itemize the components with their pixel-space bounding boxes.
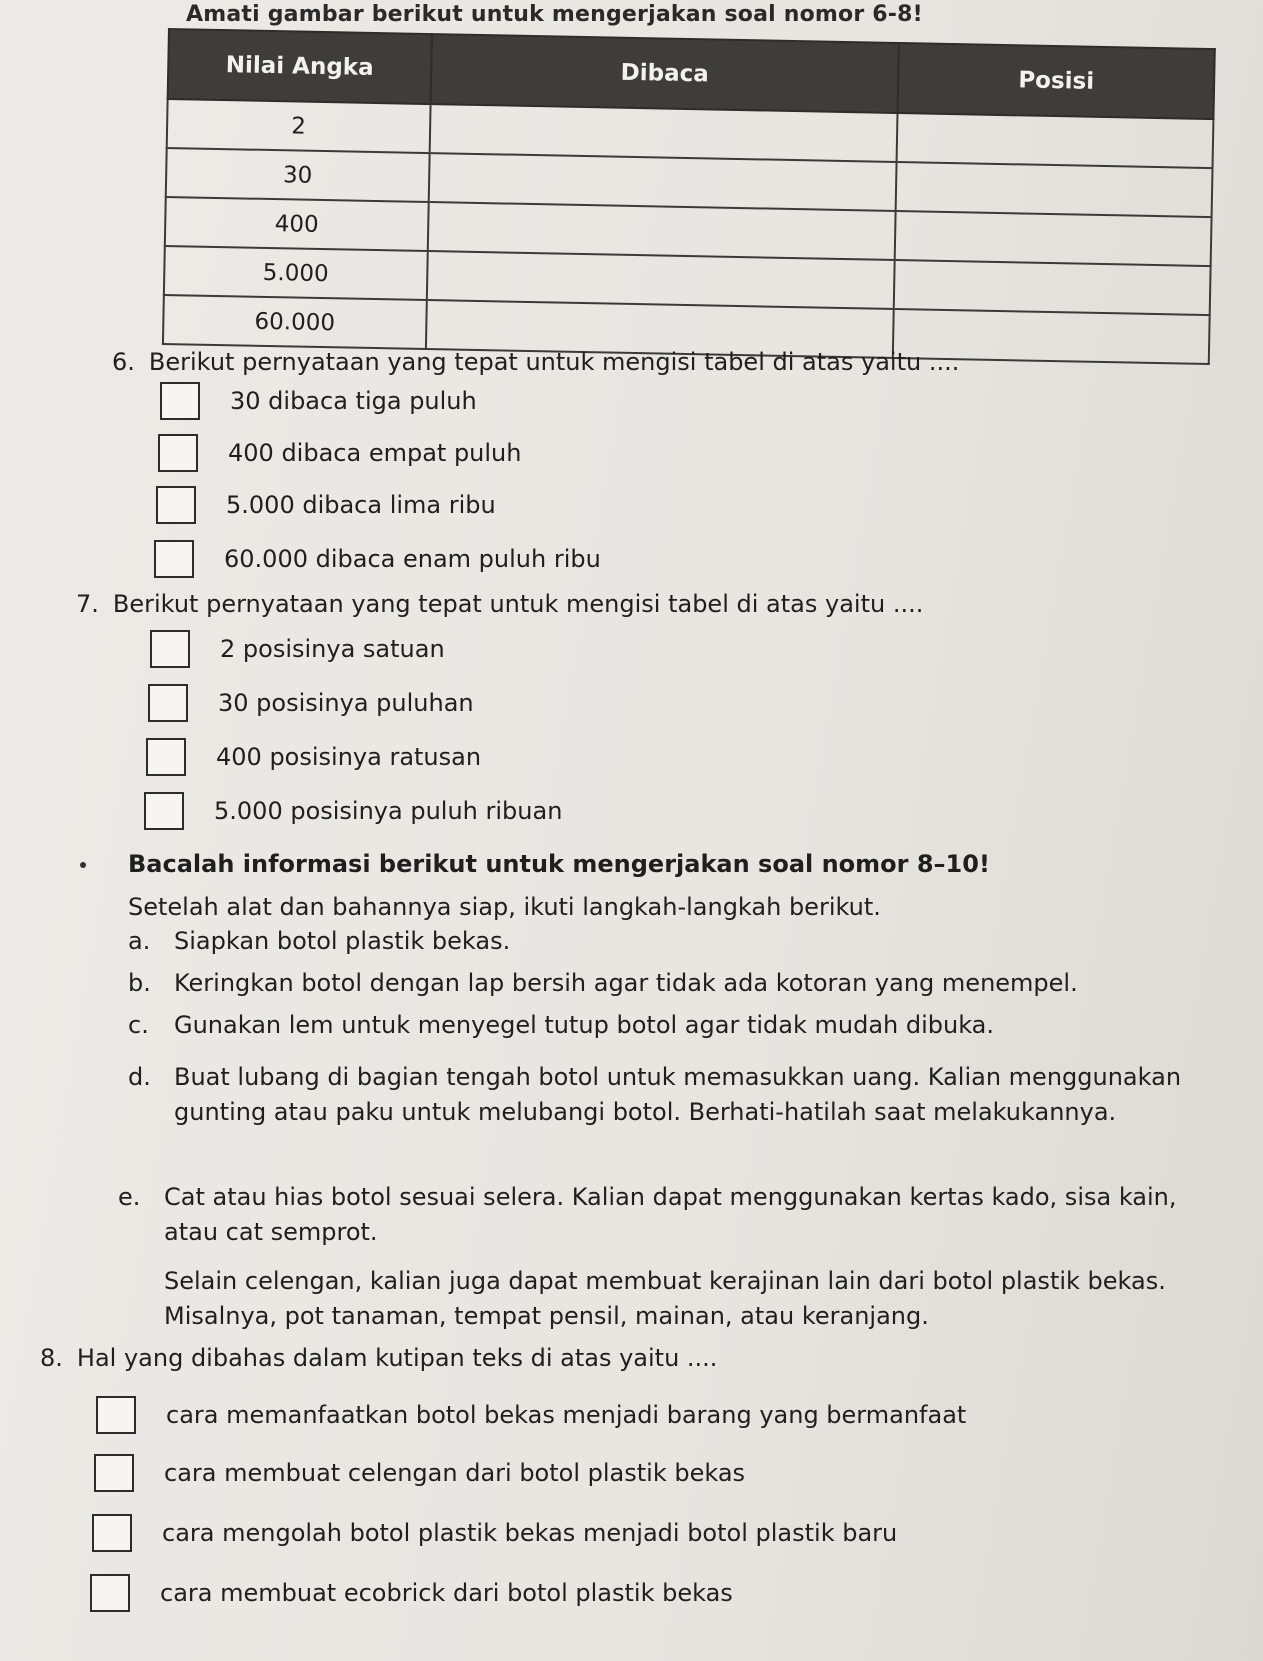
step-c	[128, 1008, 1238, 1043]
cell-dibaca-empty[interactable]	[429, 153, 897, 211]
bullet-icon	[80, 862, 86, 868]
cell-value: 30	[166, 148, 430, 202]
q7-option-4[interactable]	[144, 792, 562, 830]
q6-option-1[interactable]	[160, 382, 477, 420]
cell-posisi-empty[interactable]	[897, 113, 1214, 168]
q7-option-3[interactable]	[146, 738, 481, 776]
q6-option-3[interactable]	[156, 486, 496, 524]
option-label: 30 dibaca tiga puluh	[230, 387, 477, 415]
q7-option-1[interactable]	[150, 630, 445, 668]
checkbox[interactable]	[156, 486, 196, 524]
option-label: 400 dibaca empat puluh	[228, 439, 522, 467]
cell-dibaca-empty[interactable]	[429, 104, 897, 162]
q7-option-2[interactable]	[148, 684, 474, 722]
step-e	[118, 1180, 1238, 1250]
option-label: 2 posisinya satuan	[220, 635, 445, 663]
question-7-stem	[76, 590, 923, 618]
question-6-stem	[112, 348, 959, 376]
header-posisi: Posisi	[898, 43, 1215, 119]
option-label: 5.000 posisinya puluh ribuan	[214, 797, 563, 825]
step-text: Keringkan botol dengan lap bersih agar tidak ada kotoran yang menempel.	[174, 969, 1078, 997]
cell-value: 2	[167, 99, 431, 153]
question-number: 7.	[76, 590, 99, 618]
option-label: cara memanfaatkan botol bekas menjadi barang yang bermanfaat	[166, 1401, 967, 1429]
checkbox[interactable]	[144, 792, 184, 830]
step-a	[128, 924, 1238, 959]
cell-dibaca-empty[interactable]	[428, 202, 896, 260]
option-label: cara membuat ecobrick dari botol plastik bekas	[160, 1579, 733, 1607]
step-letter: a.	[128, 927, 151, 955]
step-letter: e.	[118, 1183, 141, 1211]
q6-option-4[interactable]	[154, 540, 601, 578]
question-8-stem	[40, 1344, 717, 1372]
option-label: 60.000 dibaca enam puluh ribu	[224, 545, 601, 573]
step-text: Cat atau hias botol sesuai selera. Kalian dapat menggunakan kertas kado, sisa kain, atau cat semprot.	[164, 1183, 1177, 1246]
question-text: Hal yang dibahas dalam kutipan teks di atas yaitu ....	[76, 1344, 718, 1372]
cell-value: 400	[165, 197, 429, 251]
step-text: Buat lubang di bagian tengah botol untuk memasukkan uang. Kalian menggunakan gunting atau paku untuk melubangi botol. Berhati-hatilah saat melakukannya.	[174, 1063, 1182, 1126]
checkbox[interactable]	[148, 684, 188, 722]
checkbox[interactable]	[160, 382, 200, 420]
checkbox[interactable]	[94, 1454, 134, 1492]
cell-dibaca-empty[interactable]	[427, 251, 895, 309]
checkbox[interactable]	[92, 1514, 132, 1552]
checkbox[interactable]	[154, 540, 194, 578]
instruction-text: Amati gambar berikut untuk mengerjakan soal nomor 6-8!	[186, 2, 923, 27]
place-value-table	[162, 28, 1216, 365]
option-label: 30 posisinya puluhan	[218, 689, 474, 717]
cell-posisi-empty[interactable]	[894, 260, 1211, 315]
step-text: Gunakan lem untuk menyegel tutup botol agar tidak mudah dibuka.	[174, 1011, 995, 1039]
option-label: cara mengolah botol plastik bekas menjadi botol plastik baru	[162, 1519, 898, 1547]
checkbox[interactable]	[96, 1396, 136, 1434]
step-letter: b.	[128, 969, 151, 997]
checkbox[interactable]	[158, 434, 198, 472]
question-text: Berikut pernyataan yang tepat untuk mengisi tabel di atas yaitu ....	[112, 590, 924, 618]
cell-value: 5.000	[164, 246, 428, 300]
info-closing: Selain celengan, kalian juga dapat membuat kerajinan lain dari botol plastik bekas. Misalnya, pot tanaman, tempat pensil, mainan, atau keranjang.	[164, 1267, 1166, 1330]
checkbox[interactable]	[90, 1574, 130, 1612]
cell-value: 60.000	[163, 295, 427, 349]
header-dibaca: Dibaca	[430, 34, 899, 113]
question-text: Berikut pernyataan yang tepat untuk mengisi tabel di atas yaitu ....	[148, 348, 960, 376]
question-number: 6.	[112, 348, 135, 376]
step-text: Siapkan botol plastik bekas.	[174, 927, 511, 955]
step-letter: d.	[128, 1063, 151, 1091]
checkbox[interactable]	[146, 738, 186, 776]
q6-option-2[interactable]	[158, 434, 521, 472]
q8-option-3[interactable]	[92, 1514, 897, 1552]
info-heading: Bacalah informasi berikut untuk mengerjakan soal nomor 8–10!	[128, 850, 990, 878]
option-label: cara membuat celengan dari botol plastik bekas	[164, 1459, 746, 1487]
cell-posisi-empty[interactable]	[895, 211, 1212, 266]
cell-posisi-empty[interactable]	[896, 162, 1213, 217]
q8-option-4[interactable]	[90, 1574, 733, 1612]
info-intro: Setelah alat dan bahannya siap, ikuti langkah-langkah berikut.	[128, 893, 881, 921]
q8-option-2[interactable]	[94, 1454, 745, 1492]
header-nilai-angka: Nilai Angka	[168, 29, 432, 104]
option-label: 5.000 dibaca lima ribu	[226, 491, 496, 519]
step-d	[128, 1060, 1238, 1130]
option-label: 400 posisinya ratusan	[216, 743, 482, 771]
checkbox[interactable]	[150, 630, 190, 668]
question-number: 8.	[40, 1344, 63, 1372]
step-letter: c.	[128, 1011, 149, 1039]
q8-option-1[interactable]	[96, 1396, 966, 1434]
step-b	[128, 966, 1248, 1001]
